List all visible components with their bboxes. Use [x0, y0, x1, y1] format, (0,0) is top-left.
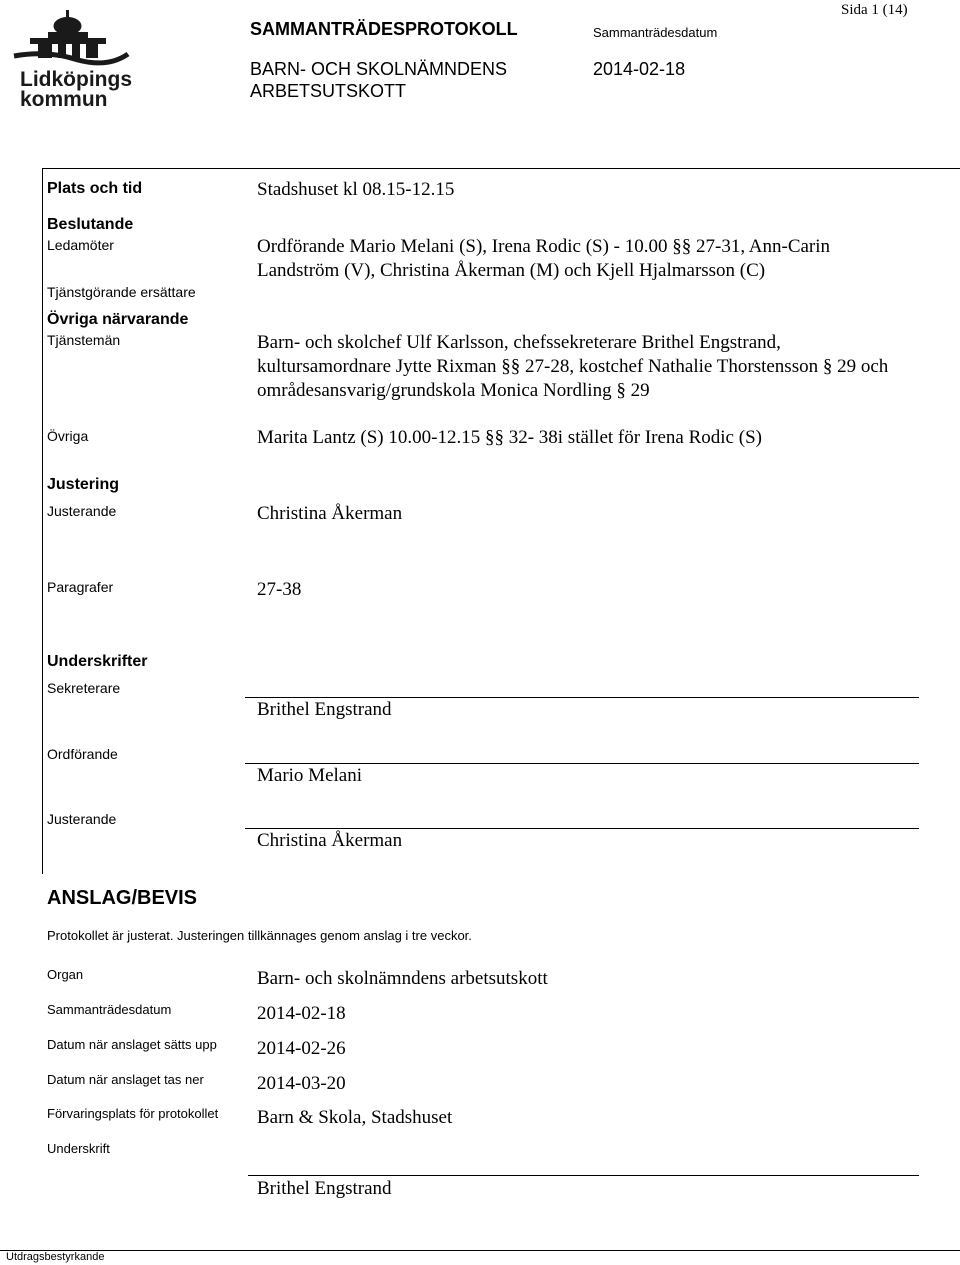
label-tjanstgorande: Tjänstgörande ersättare [47, 284, 196, 300]
label-sekreterare: Sekreterare [47, 680, 121, 696]
meeting-date: 2014-02-18 [593, 59, 686, 79]
signature-line-anslag [248, 1175, 919, 1176]
anslag-label-nertagen: Datum när anslaget tas ner [47, 1072, 204, 1087]
anslag-title: ANSLAG/BEVIS [47, 887, 198, 909]
label-ovriga: Övriga [47, 428, 89, 444]
anslag-value-organ: Barn- och skolnämndens arbetsutskott [257, 968, 548, 989]
anslag-value-datum: 2014-02-18 [257, 1003, 346, 1024]
label-tjansteman: Tjänstemän [47, 332, 121, 348]
lidkoping-logo [8, 6, 158, 112]
anslag-value-uppsatt: 2014-02-26 [257, 1038, 346, 1059]
value-justerande: Christina Åkerman [257, 503, 403, 524]
anslag-label-datum: Sammanträdesdatum [47, 1002, 172, 1017]
label-underskrifter: Underskrifter [47, 653, 148, 670]
anslag-value-nertagen: 2014-03-20 [257, 1073, 346, 1094]
label-justerande: Justerande [47, 503, 117, 519]
frame-left-line [42, 168, 43, 874]
label-justering: Justering [47, 476, 120, 493]
label-plats: Plats och tid [47, 180, 143, 197]
logo-text-1: Lidköpings [20, 68, 132, 91]
org-name-line2: ARBETSUTSKOTT [250, 81, 407, 101]
footer-utdragsbestyrkande: Utdragsbestyrkande [6, 1251, 105, 1263]
anslag-intro: Protokollet är justerat. Justeringen tillkännages genom anslag i tre veckor. [47, 928, 472, 943]
anslag-label-uppsatt: Datum när anslaget sätts upp [47, 1037, 217, 1052]
meeting-date-label: Sammanträdesdatum [593, 25, 718, 40]
label-ledamoter: Ledamöter [47, 237, 114, 253]
signature-name-justerande: Christina Åkerman [257, 830, 403, 851]
frame-top-line [42, 168, 960, 169]
label-ovriga-narvarande: Övriga närvarande [47, 311, 189, 328]
page-number: Sida 1 (14) [841, 2, 908, 18]
label-ordforande: Ordförande [47, 746, 118, 762]
anslag-value-underskrift: Brithel Engstrand [257, 1178, 392, 1199]
signature-name-sekreterare: Brithel Engstrand [257, 699, 392, 720]
signature-line-ordforande [245, 763, 919, 764]
org-name-line1: BARN- OCH SKOLNÄMNDENS [250, 59, 508, 79]
label-justerande-signature: Justerande [47, 811, 117, 827]
value-plats: Stadshuset kl 08.15-12.15 [257, 179, 455, 200]
signature-line-justerande [245, 828, 919, 829]
anslag-label-underskrift: Underskrift [47, 1141, 110, 1156]
anslag-value-forvaring: Barn & Skola, Stadshuset [257, 1107, 453, 1128]
footer-line [0, 1250, 960, 1251]
value-ovriga: Marita Lantz (S) 10.00-12.15 §§ 32- 38i stället för Irena Rodic (S) [257, 427, 762, 448]
signature-name-ordforande: Mario Melani [257, 765, 363, 786]
label-paragrafer: Paragrafer [47, 579, 114, 595]
value-tjansteman: Barn- och skolchef Ulf Karlsson, chefssekreterare Brithel Engstrand, kultursamordnare Jytte Rixman §§ 27-28, kostchef Nathalie Thorstensson § 29 och områdesansvarig/grundskola Monica Nordling § 29 [257, 332, 889, 401]
logo-text-2: kommun [20, 88, 108, 111]
anslag-label-organ: Organ [47, 967, 84, 982]
label-beslutande: Beslutande [47, 216, 134, 233]
signature-line-sekreterare [245, 697, 919, 698]
value-paragrafer: 27-38 [257, 579, 302, 600]
document-title: SAMMANTRÄDESPROTOKOLL [250, 19, 518, 39]
anslag-label-forvaring: Förvaringsplats för protokollet [47, 1106, 219, 1121]
value-ledamoter: Ordförande Mario Melani (S), Irena Rodic (S) - 10.00 §§ 27-31, Ann-Carin Landström (V), Christina Åkerman (M) och Kjell Hjalmarsson (C) [257, 236, 831, 281]
